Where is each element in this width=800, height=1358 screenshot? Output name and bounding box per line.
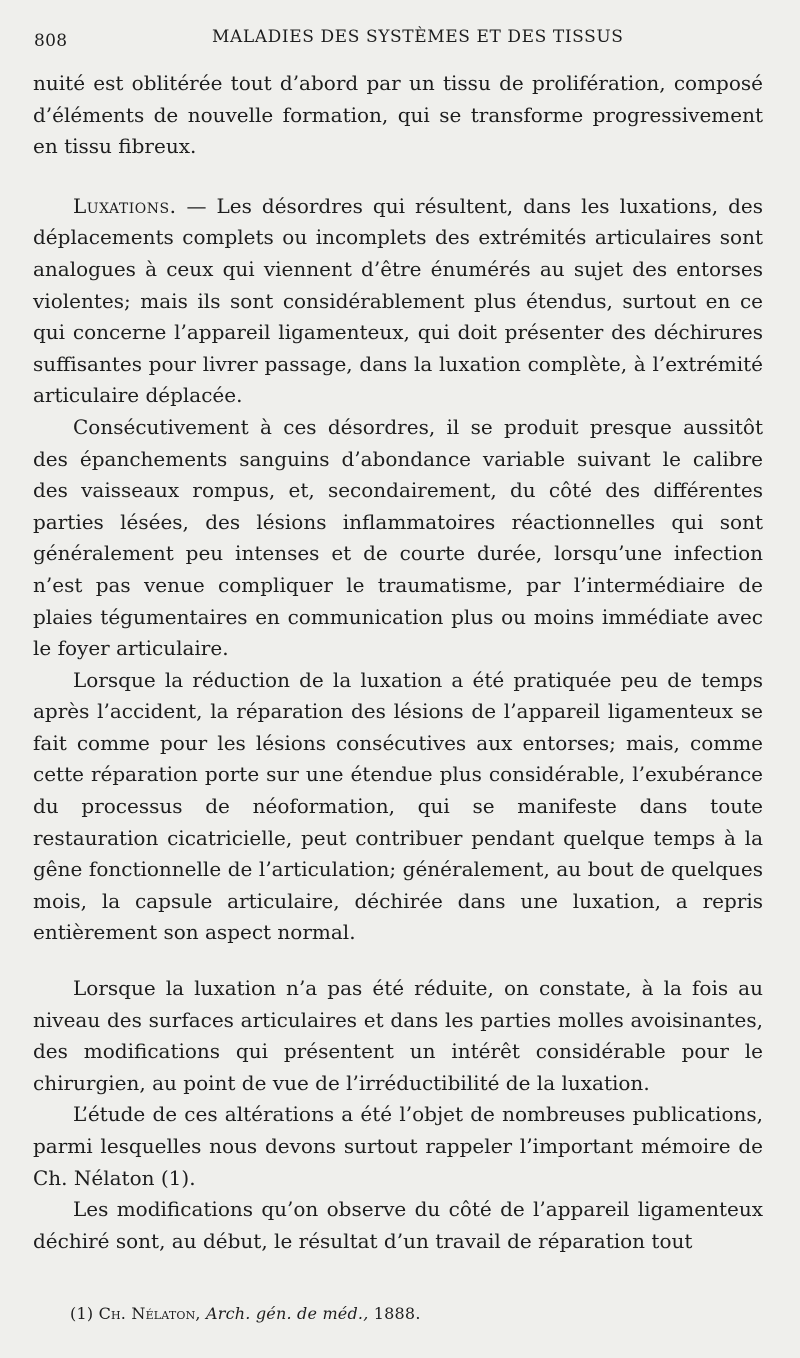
paragraph-consecutivement	[33, 412, 763, 665]
footnote-year: 1888.	[373, 1304, 421, 1323]
paragraph-text: nuité est oblitérée tout d’abord par un tissu de prolifération, composé d’éléments de nouvelle formation, qui se transforme progressivement en tissu fibreux.	[33, 71, 763, 159]
footnote-marker: (1)	[70, 1304, 94, 1323]
paragraph-text: Lorsque la réduction de la luxation a été pratiquée peu de temps après l’accident, la réparation des lésions de l’appareil ligamenteux se fait comme pour les lésions consécutives aux entorses; mais, comme cette réparation porte sur une étendue plus considérable, l’exubérance du processus de néoformation, qui se manifeste dans toute restauration cicatricielle, peut contribuer pendant quelque temps à la gêne fonctionnelle de l’articulation; généralement, au bout de quelques mois, la capsule articulaire, déchirée dans une luxation, a repris entièrement son aspect normal.	[33, 667, 763, 945]
paragraph-text: Les modifications qu’on observe du côté de l’appareil ligamenteux déchiré sont, au début, le résultat d’un travail de réparation tout	[33, 1197, 763, 1253]
paragraph-continuation	[33, 68, 763, 163]
paragraph-text: Lorsque la luxation n’a pas été réduite, on constate, à la fois au niveau des surfaces articulaires et dans les parties molles avoisinantes, des modifications qui présentent un intérêt considérable pour le chirurgien, au point de vue de l’irréductibilité de la luxation.	[33, 976, 763, 1095]
running-head: MALADIES DES SYSTÈMES ET DES TISSUS	[212, 27, 624, 47]
paragraph-text: Consécutivement à ces désordres, il se produit presque aussitôt des épanchements sanguins d’abondance variable suivant le calibre des vaisseaux rompus, et, secondairement, du côté des différentes parties lésées, des lésions inflammatoires réactionnelles qui sont généralement peu intenses et de courte durée, lorsqu’une infection n’est pas venue compliquer le traumatisme, par l’intermédiaire de plaies tégumentaires en communication plus ou moins immédiate avec le foyer articulaire.	[33, 414, 763, 661]
body-text	[33, 68, 763, 1257]
section-heading-luxations: Luxations.	[73, 193, 177, 218]
paragraph-reduction	[33, 665, 763, 949]
page-header	[34, 27, 774, 61]
footnote-author: Ch. Nélaton,	[98, 1304, 201, 1323]
paragraph-luxations	[33, 191, 763, 412]
footnote-journal: Arch. gén. de méd.,	[206, 1304, 369, 1323]
page-number: 808	[34, 31, 68, 51]
paragraph-text: — Les désordres qui résultent, dans les luxations, des déplacements complets ou incomplets des extrémités articulaires sont analogues à ceux qui viennent d’être énumérés au sujet des entorses violentes; mais ils sont considérablement plus étendus, surtout en ce qui concerne l’appareil ligamenteux, qui doit présenter des déchirures suffisantes pour livrer passage, dans la luxation complète, à l’extrémité articulaire déplacée.	[33, 193, 763, 408]
paragraph-etude	[33, 1099, 763, 1194]
footnote	[70, 1304, 421, 1323]
paragraph-text: L’étude de ces altérations a été l’objet de nombreuses publications, parmi lesquelles nous devons surtout rappeler l’important mémoire de Ch. Nélaton (1).	[33, 1102, 763, 1190]
paragraph-non-reduite	[33, 973, 763, 1099]
paragraph-modifications	[33, 1194, 763, 1257]
